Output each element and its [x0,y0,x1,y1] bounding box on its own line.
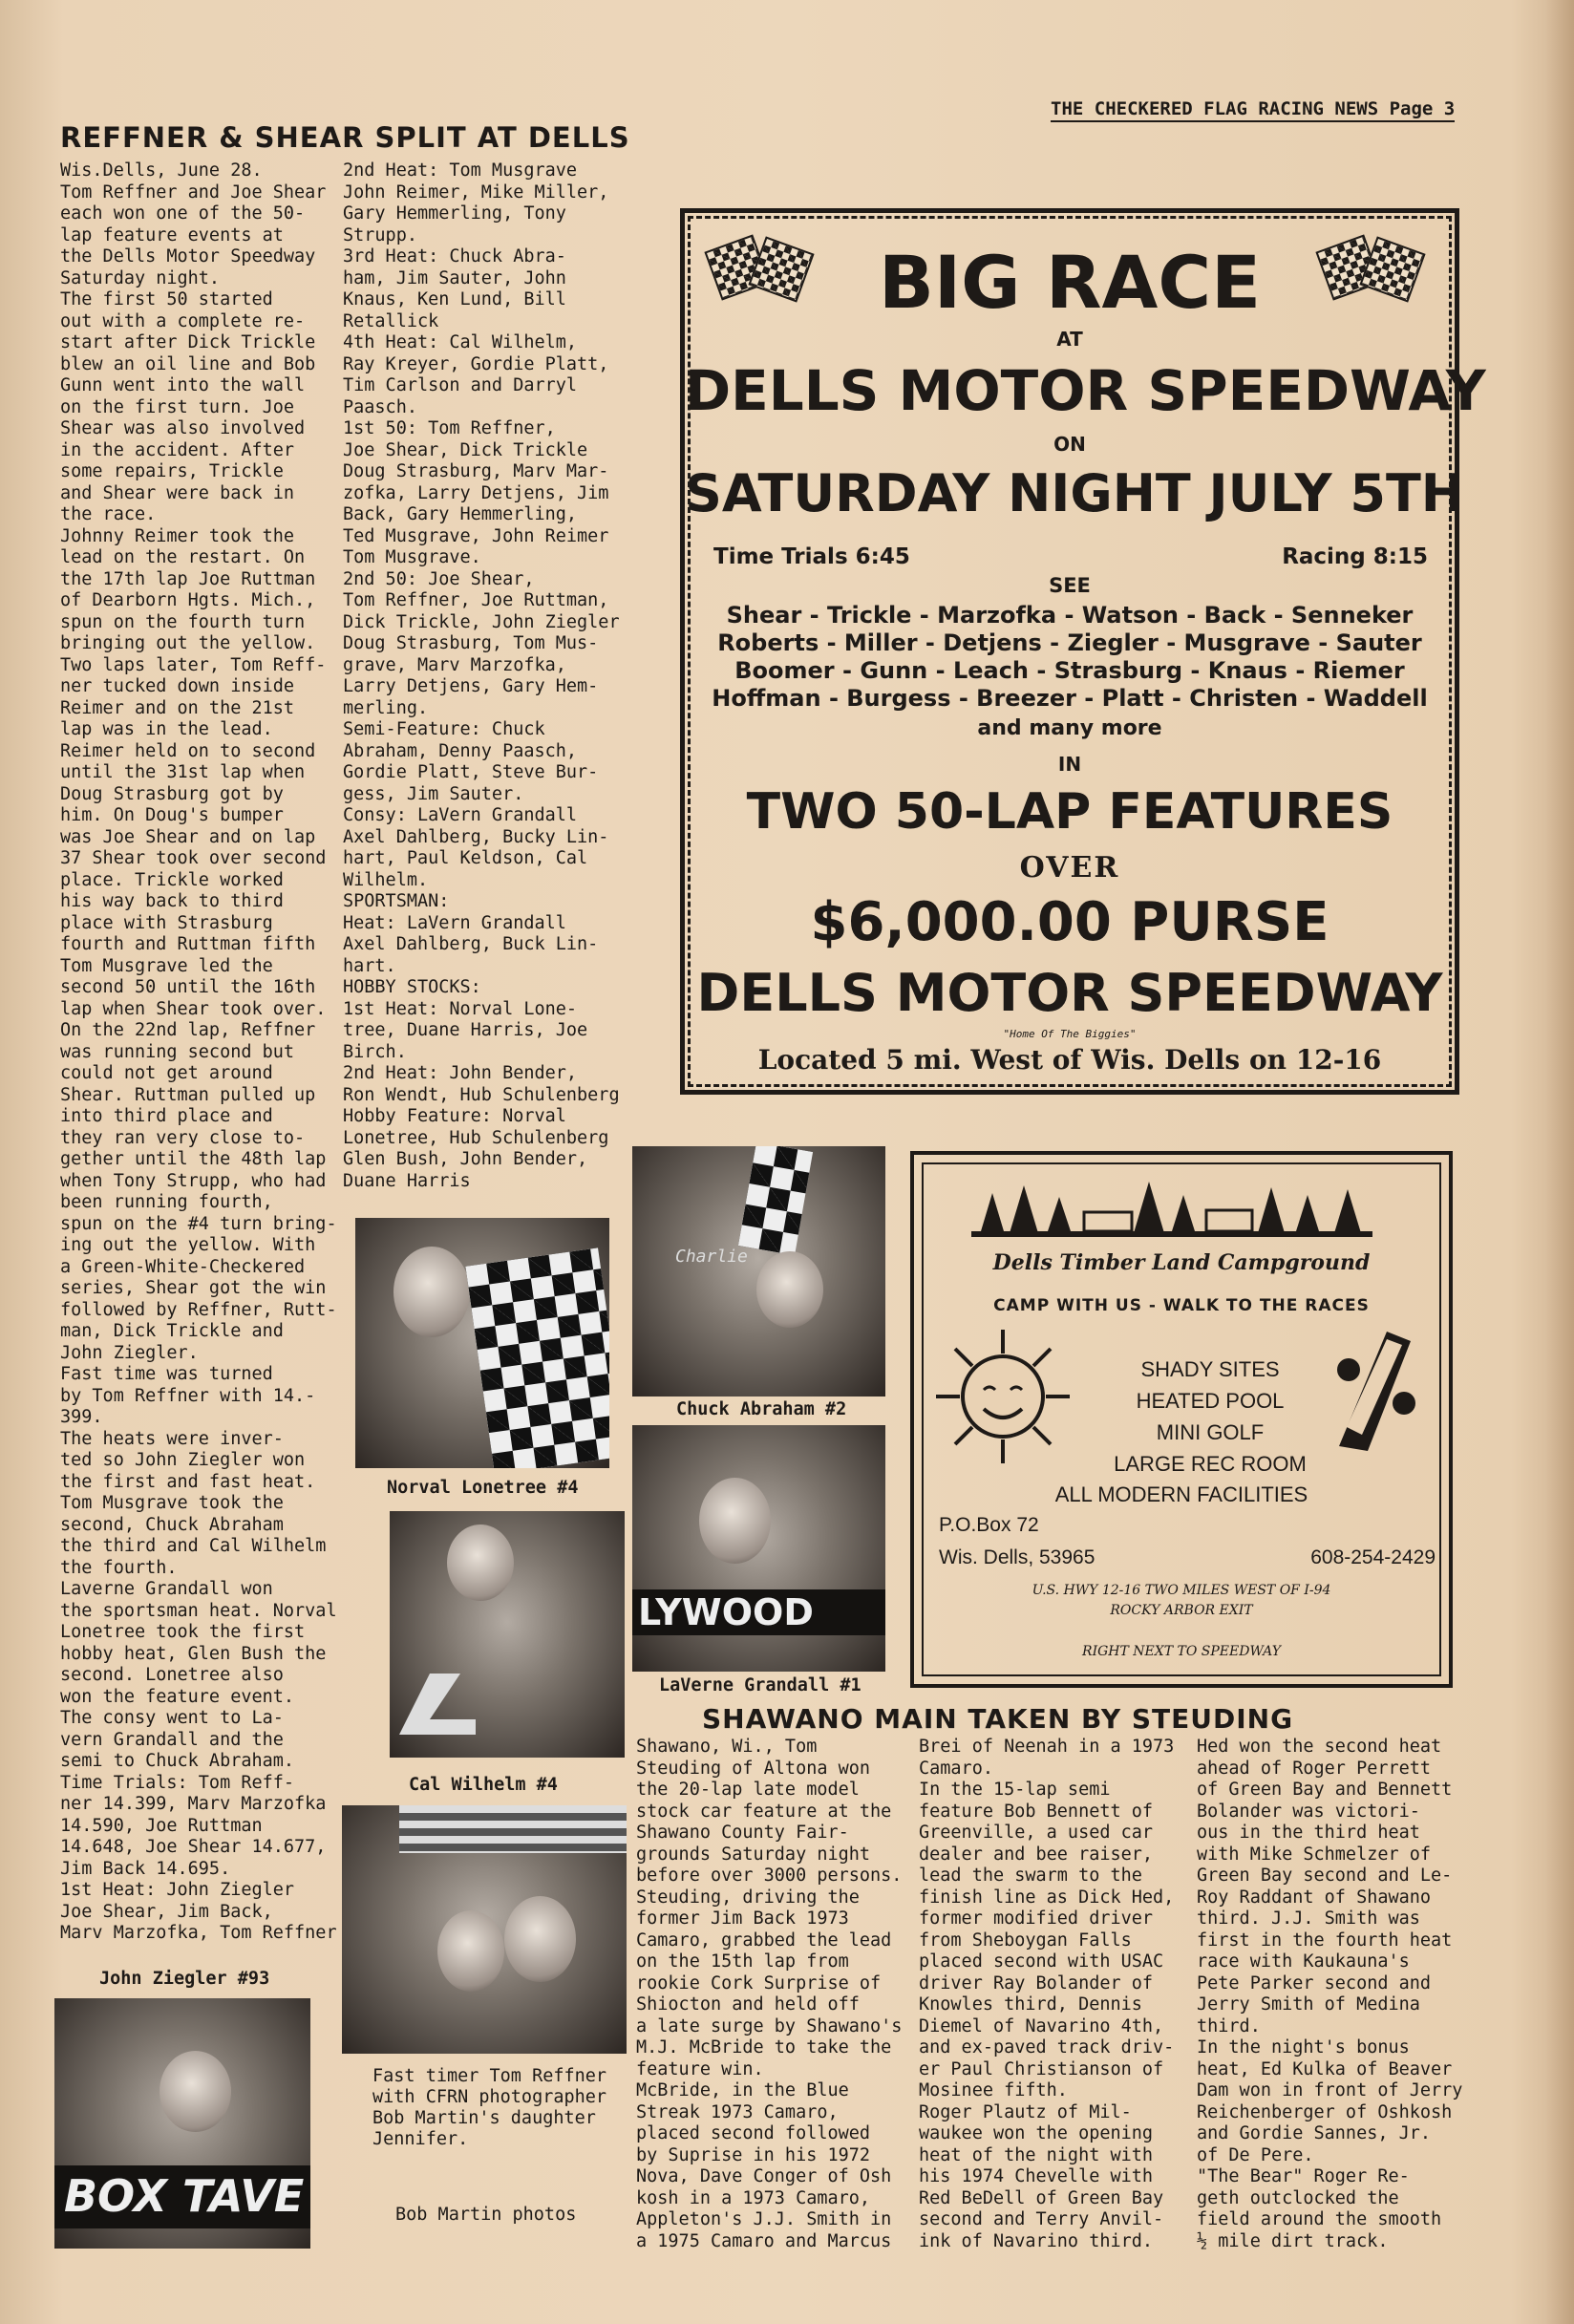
ad-tagline: "Home Of The Biggies" [1003,1028,1137,1040]
shawano-column-3: Hed won the second heat ahead of Roger Perrett of Green Bay and Bennett Bolander was victori- ous in the third heat with Mike Schmelzer of Green Bay second and Le- Roy Raddant of Shawano third. J.J. Smith was first in the fourth heat race with Kaukauna's Pete Parker second and Jerry Smith of Medina third. In the night's bonus heat, Ed Kulka of Beaver Dam won in front of Jerry Reichenberger of Oshkosh and Gordie Sannes, Jr. of De Pere. "The Bear" Roger Re- geth outclocked the field around the smooth ½ mile dirt track. [1197,1737,1463,2251]
amenity-item: LARGE REC ROOM [1114,1452,1307,1476]
campground-slogan: CAMP WITH US - WALK TO THE RACES [993,1296,1370,1315]
ad-over: OVER [1019,851,1120,885]
ad-many-more: and many more [977,716,1162,740]
caption-norval-lonetree: Norval Lonetree #4 [387,1478,579,1498]
photo-credit: Bob Martin photos [395,2205,577,2225]
running-head: THE CHECKERED FLAG RACING NEWS Page 3 [1051,98,1455,122]
ad-title: BIG RACE [878,240,1262,325]
ad-driver-line: Hoffman - Burgess - Breezer - Platt - Christen - Waddell [712,685,1428,712]
ad-venue-repeat: DELLS MOTOR SPEEDWAY [696,963,1443,1023]
campground-next-to: RIGHT NEXT TO SPEEDWAY [1082,1644,1281,1659]
amenity-item: MINI GOLF [1156,1420,1265,1444]
photo-laverne-grandall [632,1425,885,1672]
article-column-1: Wis.Dells, June 28. Tom Reffner and Joe Shear each won one of the 50- lap feature events at the Dells Motor Speedway Saturday night. The first 50 started out with a complete re- start after Dick Trickle blew an oil line and Bob Gunn went into the wall on the first turn. Joe Shear was also involved in the accident. After some repairs, Trickle and Shear were back in the race. Johnny Reimer took the lead on the restart. On the 17th lap Joe Ruttman of Dearborn Hgts. Mich., spun on the fourth turn bringing out the yellow. Two laps later, Tom Reff- ner tucked down inside Reimer and on the 21st lap was in the lead. Reimer held on to second until the 31st lap when Doug Strasburg got by him. On Doug's bumper was Joe Shear and on lap 37 Shear took over second place. Trickle worked his way back to third place with Strasburg fourth and Ruttman fifth Tom Musgrave led the second 50 until the 16th lap when Shear took over. On the 22nd lap, Reffner was running second but could not get around Shear. Ruttman pulled up into third place and they ran very close to- gether until the 48th lap when Tony Strupp, who had been running fourth, spun on the #4 turn bring- ing out the yellow. With a Green-White-Checkered series, Shear got the win followed by Reffner, Rutt- man, Dick Trickle and John Ziegler. Fast time was turned by Tom Reffner with 14.- 399. The heats were inver- ted so John Ziegler won the first and fast heat. Tom Musgrave took the second, Chuck Abraham the third and Cal Wilhelm the fourth. Laverne Grandall won the sportsman heat. Norval Lonetree took the first hobby heat, Glen Bush the second. Lonetree also won the feature event. The consy went to La- vern Grandall and the semi to Chuck Abraham. Time Trials: Tom Reff- ner 14.399, Marv Marzofka 14.590, Joe Ruttman 14.648, Joe Shear 14.677, Jim Back 14.695. 1st Heat: John Ziegler Joe Shear, Jim Back, Marv Marzofka, Tom Reffner [60,160,337,1943]
caption-cal-wilhelm: Cal Wilhelm #4 [409,1775,558,1795]
article-headline-shawano: SHAWANO MAIN TAKEN BY STEUDING [702,1703,1294,1735]
amenity-item: ALL MODERN FACILITIES [1054,1482,1308,1506]
campground-phone: 608-254-2429 [1310,1546,1436,1568]
ad-features: TWO 50-LAP FEATURES [746,783,1393,841]
big-race-advertisement [680,208,1486,1095]
photo-norval-lonetree [355,1218,609,1468]
page-fold-shadow [1545,0,1574,2324]
photo-cal-wilhelm [390,1511,625,1758]
caption-chuck-abraham: Chuck Abraham #2 [676,1399,847,1419]
campground-exit: ROCKY ARBOR EXIT [1110,1603,1253,1618]
caption-laverne-grandall: LaVerne Grandall #1 [659,1675,861,1695]
shawano-column-1: Shawano, Wi., Tom Steuding of Altona won the 20-lap late model stock car feature at the Shawano County Fair- grounds Saturday night before over 3000 persons. Steuding, driving the former Jim Back 1973 Camaro, grabbed the lead on the 15th lap from rookie Cork Surprise of Shiocton and held off a late surge by Shawano's M.J. McBride to take the feature win. McBride, in the Blue Streak 1973 Camaro, placed second followed by Suprise in his 1972 Nova, Dave Conger of Osh kosh in a 1973 Camaro, Appleton's J.J. Smith in a 1975 Camaro and Marcus [636,1737,903,2251]
caption-john-ziegler: John Ziegler #93 [99,1969,270,1989]
ad-date: SATURDAY NIGHT JULY 5TH [685,463,1464,523]
campground-advertisement [910,1151,1453,1688]
flag-stripes [399,1805,627,1853]
ad-location: Located 5 mi. West of Wis. Dells on 12-16 [757,1044,1382,1076]
amenities-list [1095,1354,1325,1480]
ad-see: SEE [1049,574,1091,597]
race-car-icon [1320,1312,1425,1456]
amenity-item: SHADY SITES [1140,1357,1280,1381]
ad-racing-time: Racing 8:15 [1282,544,1428,569]
car-sign-text: LYWOOD [638,1591,814,1633]
ad-on: ON [1053,433,1086,456]
caption-tom-reffner: Fast timer Tom Reffner with CFRN photographer Bob Martin's daughter Jennifer. [372,2066,607,2149]
ad-in: IN [1057,753,1082,776]
article-column-2: 2nd Heat: Tom Musgrave John Reimer, Mike Miller, Gary Hemmerling, Tony Strupp. 3rd Heat: Chuck Abra- ham, Jim Sauter, John Knaus, Ken Lund, Bill Retallick 4th Heat: Cal Wilhelm, Ray Kreyer, Gordie Platt, Tim Carlson and Darryl Paasch. 1st 50: Tom Reffner, Joe Shear, Dick Trickle Doug Strasburg, Marv Mar- zofka, Larry Detjens, Jim Back, Gary Hemmerling, Ted Musgrave, John Reimer Tom Musgrave. 2nd 50: Joe Shear, Tom Reffner, Joe Ruttman, Dick Trickle, John Ziegler Doug Strasburg, Tom Mus- grave, Marv Marzofka, Larry Detjens, Gary Hem- merling. Semi-Feature: Chuck Abraham, Denny Paasch, Gordie Platt, Steve Bur- gess, Jim Sauter. Consy: LaVern Grandall Axel Dahlberg, Bucky Lin- hart, Paul Keldson, Cal Wilhelm. SPORTSMAN: Heat: LaVern Grandall Axel Dahlberg, Buck Lin- hart. HOBBY STOCKS: 1st Heat: Norval Lone- tree, Duane Harris, Joe Birch. 2nd Heat: John Bender, Ron Wendt, Hub Schulenberg Hobby Feature: Norval Lonetree, Hub Schulenberg Glen Bush, John Bender, Duane Harris [343,160,620,1191]
photo-tom-reffner [342,1805,627,2054]
tavern-sign-text: BOX TAVE [64,2170,305,2222]
ad-venue: DELLS MOTOR SPEEDWAY [685,358,1486,423]
shawano-column-2: Brei of Neenah in a 1973 Camaro. In the 15-lap semi feature Bob Bennett of Greenville, a used car dealer and bee raiser, lead the swarm to the finish line as Dick Hed, former modified driver from Sheboygan Falls placed second with USAC driver Ray Bolander of Knowles third, Dennis Diemel of Navarino 4th, and ex-paved track driv- er Paul Christianson of Mosinee fifth. Roger Plautz of Mil- waukee won the opening heat of the night with his 1974 Chevelle with Red BeDell of Green Bay second and Terry Anvil- ink of Navarino third. [919,1737,1175,2251]
ad-time-trials: Time Trials 6:45 [713,544,910,569]
ad-driver-line: Shear - Trickle - Marzofka - Watson - Back - Senneker [726,602,1414,629]
amenity-item: HEATED POOL [1136,1389,1285,1413]
ad-purse: $6,000.00 PURSE [810,891,1329,953]
campground-treeline-logo [971,1174,1372,1250]
photo-john-ziegler [54,1998,310,2249]
campground-directions: U.S. HWY 12-16 TWO MILES WEST OF I-94 [1032,1583,1331,1598]
article-headline-reffner-shear: REFFNER & SHEAR SPLIT AT DELLS [60,121,630,154]
ad-at: AT [1056,328,1083,351]
campground-name: Dells Timber Land Campground [992,1250,1371,1275]
sun-face-icon [931,1325,1074,1468]
car-script-text: Charlie [675,1247,748,1267]
campground-po-box: P.O.Box 72 [939,1514,1039,1536]
ad-driver-line: Boomer - Gunn - Leach - Strasburg - Knaus - Riemer [734,657,1405,684]
ad-driver-line: Roberts - Miller - Detjens - Ziegler - Musgrave - Sauter [717,629,1422,656]
photo-chuck-abraham [632,1146,885,1397]
campground-city: Wis. Dells, 53965 [939,1546,1095,1568]
